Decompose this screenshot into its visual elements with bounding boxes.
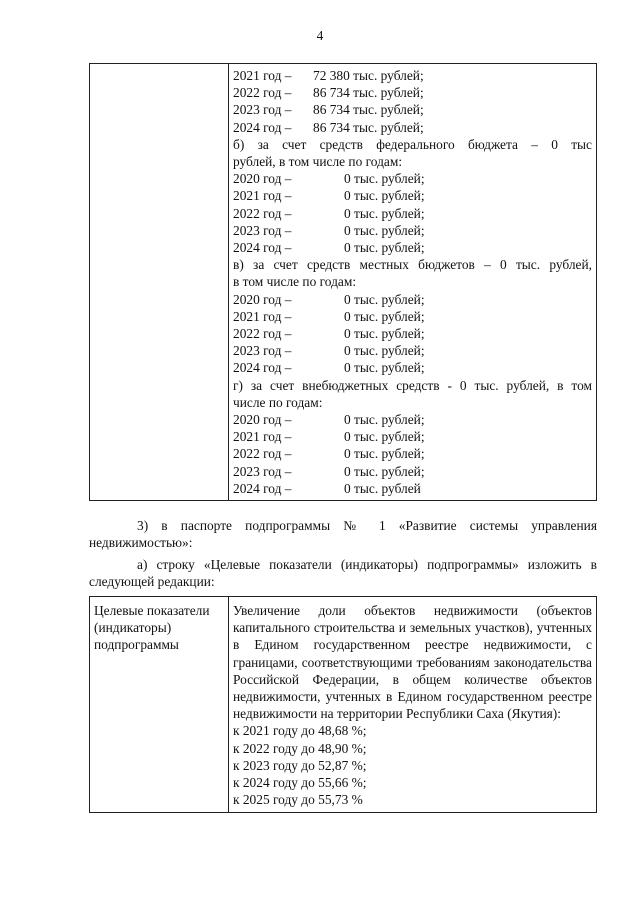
federal-heading: б) за счет средств федерального бюджета – 0 тыс [233,136,592,152]
extrabudget-line: 2023 год – 0 тыс. рублей; [233,463,425,479]
target-line: к 2022 году до 48,90 %; [233,740,367,756]
regional-line: 2024 год – 86 734 тыс. рублей; [233,119,424,135]
regional-line: 2021 год – 72 380 тыс. рублей; [233,68,424,83]
table-row [90,597,597,813]
amendment-paragraph-3: 3) в паспорте подпрограммы № 1 «Развитие системы управления недвижимостью»: [89,518,597,551]
indicators-content-cell [229,597,597,813]
federal-line: 2024 год – 0 тыс. рублей; [233,240,425,256]
local-line: 2024 год – 0 тыс. рублей; [233,360,425,376]
table-row [90,64,597,501]
local-line: 2021 год – 0 тыс. рублей; [233,308,425,324]
local-heading: в) за счет средств местных бюджетов – 0 тыс. рублей, [233,257,592,273]
target-line: к 2023 году до 52,87 %; [233,757,367,773]
label-line: (индикаторы) [94,620,172,636]
page-number: 4 [316,28,324,43]
indicators-label-cell [90,597,229,813]
label-line: Целевые показатели [94,603,210,618]
local-line: 2023 год – 0 тыс. рублей; [233,343,425,359]
regional-line: 2023 год – 86 734 тыс. рублей; [233,102,424,118]
federal-line: 2020 год – 0 тыс. рублей; [233,171,425,187]
indicators-table [89,596,597,813]
amendment-paragraph-a: а) строку «Целевые показатели (индикаторы) подпрограммы» изложить в следующей редакции: [89,557,597,590]
regional-line: 2022 год – 86 734 тыс. рублей; [233,85,424,101]
extrabudget-heading-cont: числе по годам: [233,394,323,410]
local-line: 2022 год – 0 тыс. рублей; [233,326,425,342]
extrabudget-line: 2021 год – 0 тыс. рублей; [233,429,425,445]
target-line: к 2025 году до 55,73 % [233,792,363,808]
local-line: 2020 год – 0 тыс. рублей; [233,291,425,307]
target-line: к 2021 году до 48,68 %; [233,723,367,739]
extrabudget-line: 2020 год – 0 тыс. рублей; [233,412,425,428]
extrabudget-heading: г) за счет внебюджетных средств - 0 тыс. рублей, в том [233,377,592,393]
federal-line: 2021 год – 0 тыс. рублей; [233,188,425,204]
indicator-description: Увеличение доли объектов недвижимости (объектов капитального строительства и земельных участков), учтенных в Едином государственном реестре недвижимости, с границами, соответствующими требованиям законодательства Российской Федерации, в общем количестве объектов недвижимости, учтенных в Едином государственном реестре недвижимости на территории Республики Саха (Якутия): [233,603,592,722]
table-label-cell [90,64,229,501]
financing-cell [229,64,597,501]
federal-line: 2023 год – 0 тыс. рублей; [233,222,425,238]
extrabudget-line: 2022 год – 0 тыс. рублей; [233,446,425,462]
federal-heading-cont: рублей, в том числе по годам: [233,154,403,170]
target-line: к 2024 году до 55,66 %; [233,775,367,791]
federal-line: 2022 год – 0 тыс. рублей; [233,205,425,221]
financing-table [89,63,597,501]
label-line: подпрограммы [94,637,179,653]
extrabudget-line: 2024 год – 0 тыс. рублей [233,480,421,496]
local-heading-cont: в том числе по годам: [233,274,357,290]
